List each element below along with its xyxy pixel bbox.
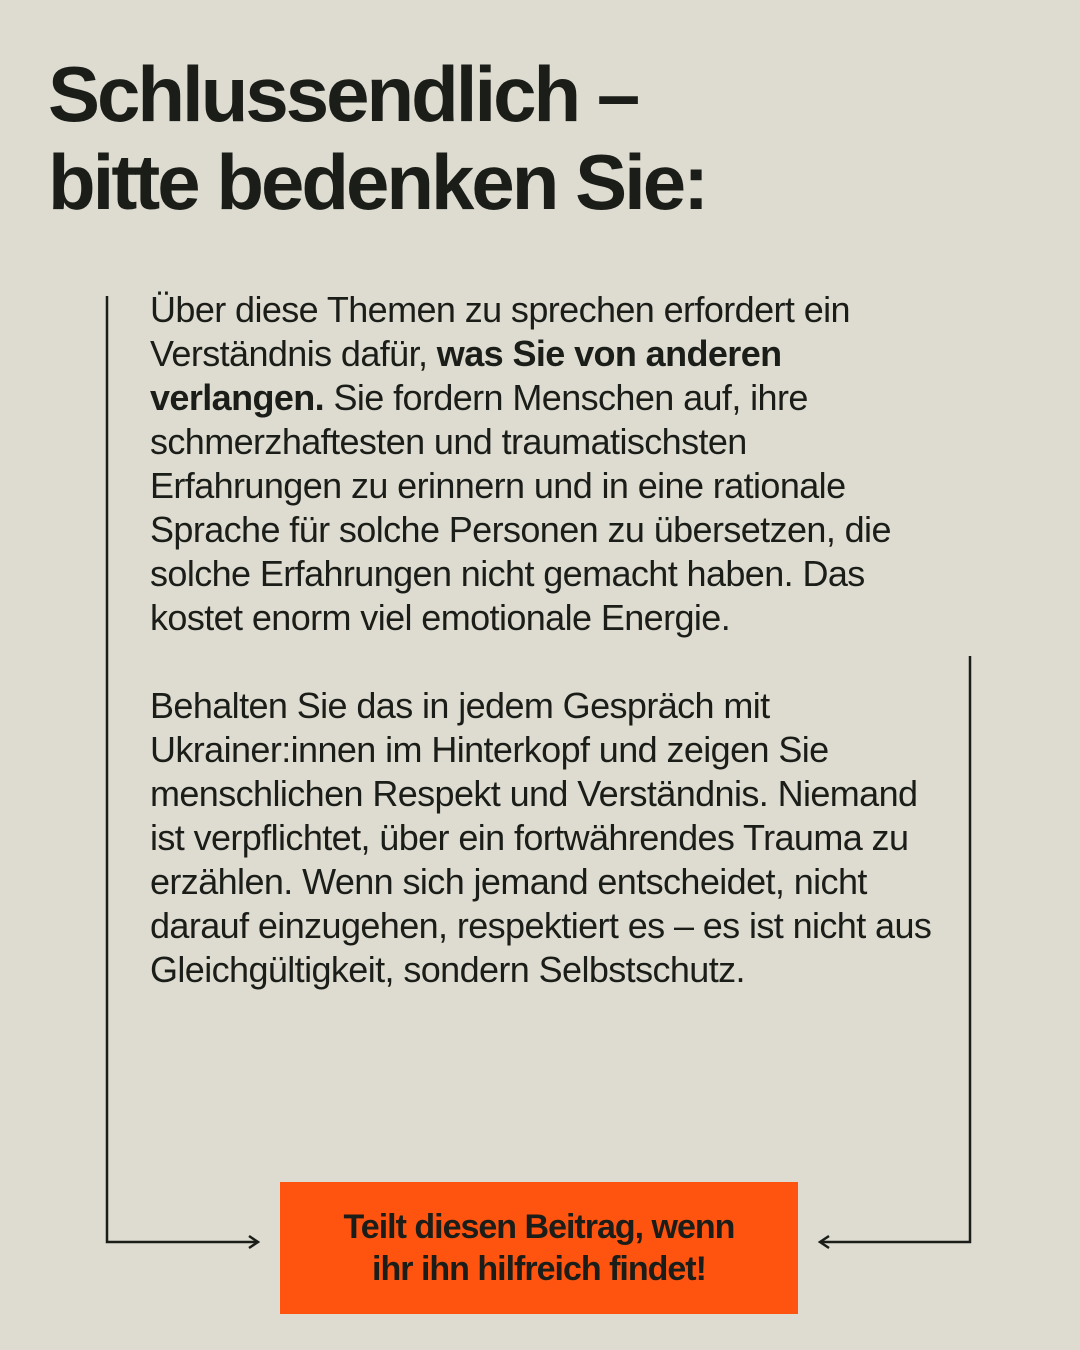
- share-callout-line-2: ihr ihn hilfreich findet!: [372, 1250, 706, 1288]
- title-line-2: bitte bedenken Sie:: [48, 138, 707, 226]
- page-title: [48, 50, 706, 226]
- paragraph-1-rest: Sie fordern Menschen auf, ihre schmerzhaftesten und traumatischsten Erfahrungen zu erinnern und in eine rationale Sprache für solche Personen zu übersetzen, die solche Erfahrungen nicht gemacht haben. Das kostet enorm viel emotionale Energie.: [150, 377, 891, 638]
- paragraph-1-emphasis: was Sie von anderen verlangen.: [150, 333, 782, 418]
- paragraph-2: Behalten Sie das in jedem Gespräch mit Ukrainer:innen im Hinterkopf und zeigen Sie menschlichen Respekt und Verständnis. Niemand ist verpflichtet, über ein fortwährendes Trauma zu erzählen. Wenn sich jemand entscheidet, nicht darauf einzugehen, respektiert es – es ist nicht aus Gleichgültigkeit, sondern Selbstschutz.: [150, 685, 932, 990]
- share-callout: [280, 1182, 798, 1314]
- share-callout-line-1: Teilt diesen Beitrag, wenn: [343, 1208, 735, 1246]
- paragraph-1: [150, 288, 940, 640]
- paragraph-1-intro: Über diese Themen zu sprechen erfordert ein Verständnis dafür,: [150, 289, 850, 374]
- body-text: [150, 288, 940, 992]
- share-callout-text: [344, 1206, 735, 1290]
- title-line-1: Schlussendlich –: [48, 50, 638, 138]
